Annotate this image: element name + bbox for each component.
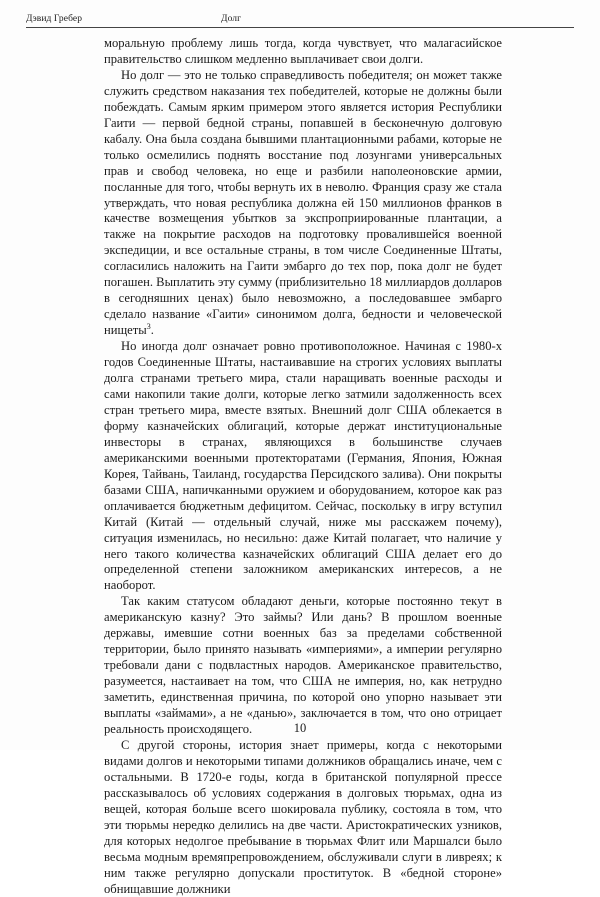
- running-header: [26, 10, 574, 28]
- page-body: [104, 36, 502, 897]
- header-book-title: Долг: [221, 14, 242, 24]
- paragraph-4: Так каким статусом обладают деньги, которые постоянно текут в американскую казну? Это займы? Или дань? В прошлом военные державы, имевшие сотни военных баз за пределами собственной территории, было принято называть «империями», а империи регулярно требовали дани с подвластных народов. Американское правительство, разумеется, настаивает на том, что США не империя, но, как нетрудно заметить, единственная причина, по которой оно упорно называет эти выплаты «займами», а не «данью», заключается в том, что оно отрицает реальность происходящего.: [104, 594, 502, 736]
- paragraph-5: С другой стороны, история знает примеры, когда с некоторыми видами долгов и некоторыми типами должников обращались иначе, чем с остальными. В 1720-е годы, когда в британской популярной прессе рассказывалось об условиях содержания в долговых тюрьмах, одна из вещей, которая больше всего шокировала публику, состояла в том, что эти тюрьмы нередко делились на две части. Аристократических узников, для которых недолгое пребывание в тюрьмах Флит или Маршалси было весьма модным времяпрепровождением, обслуживали слуги в ливреях; к ним также регулярно допускали проституток. В «бедной стороне» обнищавшие должники: [104, 737, 502, 896]
- paragraph-2-tail: .: [150, 323, 154, 338]
- page-number: 10: [293, 721, 307, 735]
- header-rule: [26, 27, 574, 28]
- paragraph-1: моральную проблему лишь тогда, когда чувствует, что малагасийское правительство слишком медленно выплачивает свои долги.: [104, 36, 502, 66]
- header-author: Дэвид Гребер: [26, 14, 83, 24]
- paragraph-2: [104, 68, 502, 339]
- footnote-marker[interactable]: 3: [146, 321, 151, 331]
- paragraph-3: Но иногда долг означает ровно противоположное. Начиная с 1980-х годов Соединенные Штаты, настаивавшие на строгих условиях выплаты долга странами третьего мира, стали наращивать военные расходы и сами накопили такие долги, которые легко затмили задолженность всех стран третьего мира, вместе взятых. Внешний долг США облекается в форму казначейских облигаций, которые держат институциональные инвесторы в странах, являющихся в большинстве случаев американскими военными протекторатами (Германия, Япония, Южная Корея, Тайвань, Таиланд, государства Персидского залива). Они покрыты базами США, напичканными оружием и оборудованием, которое как раз оплачивается бюджетным дефицитом. Сейчас, поскольку в игру вступил Китай (Китай — отдельный случай, ниже мы расскажем почему), ситуация изменилась, но несильно: даже Китай полагает, что наличие у него такого количества казначейских облигаций США делает его до определенной степени заложником американских интересов, а не наоборот.: [104, 339, 502, 593]
- paragraph-2-text: Но долг — это не только справедливость победителя; он может также служить средством наказания тех победителей, которые не должны были побеждать. Самым ярким примером этого является история Республики Гаити — первой бедной страны, попавшей в бесконечную долговую кабалу. Она была создана бывшими плантационными рабами, которые не только осмелились поднять восстание под лозунгами универсальных прав и свобод человека, но еще и разбили наполеоновские армии, посланные для того, чтобы вернуть их в неволю. Франция сразу же стала утверждать, что новая республика должна ей 150 миллионов франков в качестве возмещения убытков за экспроприированные плантации, а также на покрытие расходов на подготовку провалившейся военной экспедиции, и все остальные страны, в том числе Соединенные Штаты, согласились наложить на Гаити эмбарго до тех пор, пока долг не будет погашен. Выплатить эту сумму (приблизительно 18 миллиардов долларов в сегодняшних ценах) было невозможно, а последовавшее эмбарго сделало название «Гаити» синонимом долга, бедности и человеческой нищеты: [104, 67, 502, 338]
